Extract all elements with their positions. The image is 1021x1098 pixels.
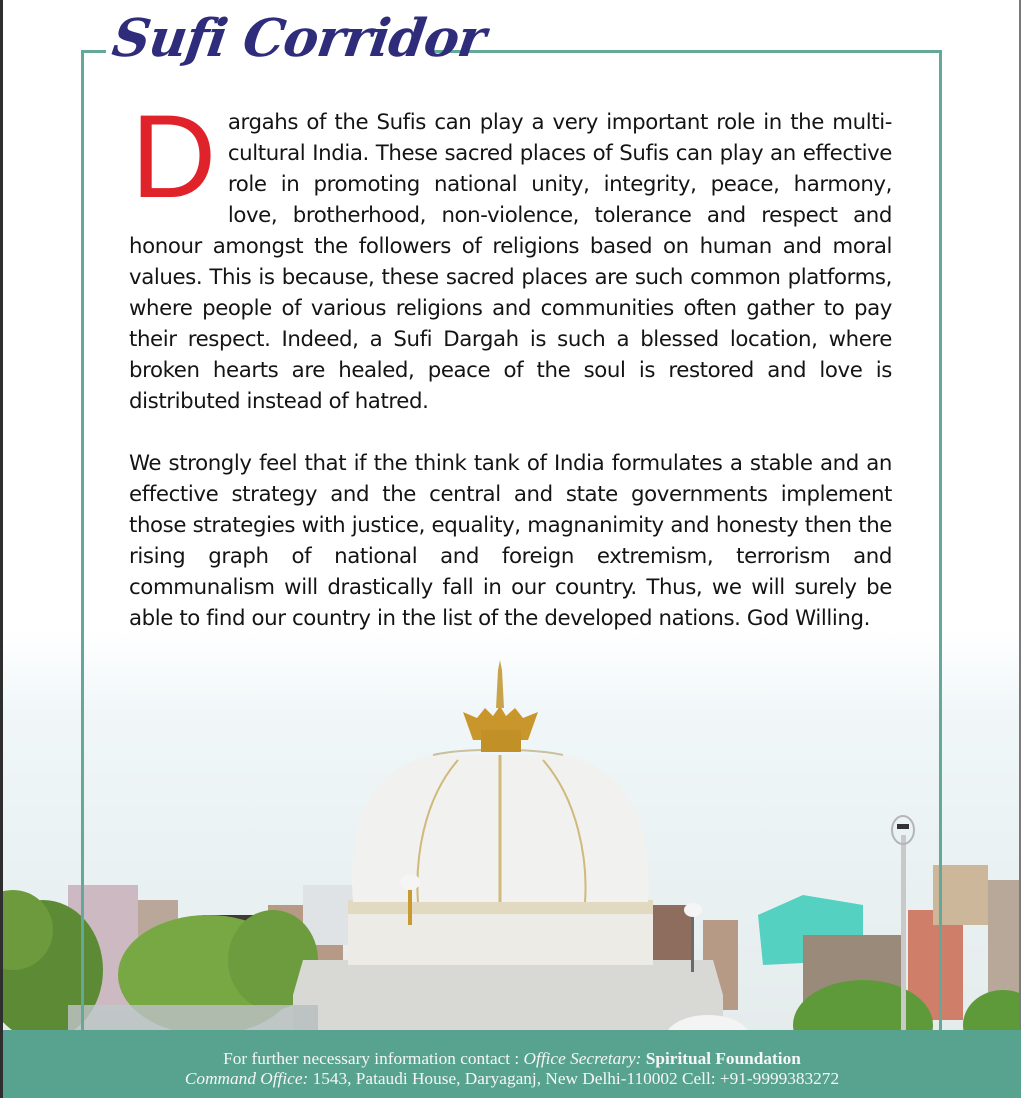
frame-border bbox=[430, 50, 942, 53]
frame-border bbox=[81, 50, 84, 1030]
dome-base bbox=[293, 960, 723, 1030]
paragraph-1-text: argahs of the Sufis can play a very important role in the multi-cultural India. These sacred places of Sufis can play an effective role in promoting national unity, integrity, peace, harmony, love, brotherhood, non-violence, tolerance and respect and honour amongst the followers of religions based on human and moral values. This is because, these sacred places are such common platforms, where people of various religions and communities often gather to pay their respect. Indeed, a Sufi Dargah is such a blessed location, where broken hearts are healed, peace of the soul is restored and love is distributed instead of hatred. bbox=[129, 110, 892, 414]
dome-drum-band bbox=[348, 900, 653, 914]
article-body bbox=[129, 91, 892, 634]
page-title: Sufi Corridor bbox=[108, 8, 489, 69]
golden-crown bbox=[481, 730, 521, 752]
footer-command-label: Command Office: bbox=[184, 1069, 309, 1088]
paragraph-1 bbox=[129, 91, 892, 417]
footer-office-label: Office Secretary: bbox=[523, 1049, 642, 1068]
lamp-post bbox=[691, 912, 694, 972]
paragraph-2: We strongly feel that if the think tank of India formulates a stable and an effective strategy and the central and state governments implement those strategies with justice, equality, magnanimity and honesty then the rising graph of national and foreign extremism, terrorism and communalism will drastically fall in our country. Thus, we will surely be able to find our country in the list of the developed nations. God Willing. bbox=[129, 451, 892, 631]
contact-footer bbox=[3, 1030, 1021, 1098]
lamp-post bbox=[897, 824, 909, 829]
dome-drum bbox=[348, 910, 653, 965]
drop-cap: D bbox=[131, 91, 216, 223]
tree bbox=[963, 990, 1019, 1030]
lamp-post bbox=[901, 835, 906, 1030]
lamp-post bbox=[408, 885, 412, 925]
dargah-illustration bbox=[3, 630, 1019, 1030]
dargah-photo bbox=[3, 630, 1019, 1030]
fans-row bbox=[68, 1005, 318, 1030]
footer-contact-prefix: For further necessary information contact : bbox=[223, 1049, 524, 1068]
lamp-post bbox=[400, 874, 420, 890]
footer-address: 1543, Pataudi House, Daryaganj, New Delhi-110002 Cell: +91-9999383272 bbox=[312, 1069, 840, 1088]
footer-line-2 bbox=[3, 1069, 1021, 1089]
finial-spire bbox=[496, 660, 504, 708]
footer-organization: Spiritual Foundation bbox=[645, 1049, 801, 1068]
frame-border bbox=[81, 50, 106, 53]
footer-line-1 bbox=[3, 1049, 1021, 1069]
lamp-post bbox=[684, 903, 702, 917]
frame-border bbox=[939, 50, 942, 1030]
